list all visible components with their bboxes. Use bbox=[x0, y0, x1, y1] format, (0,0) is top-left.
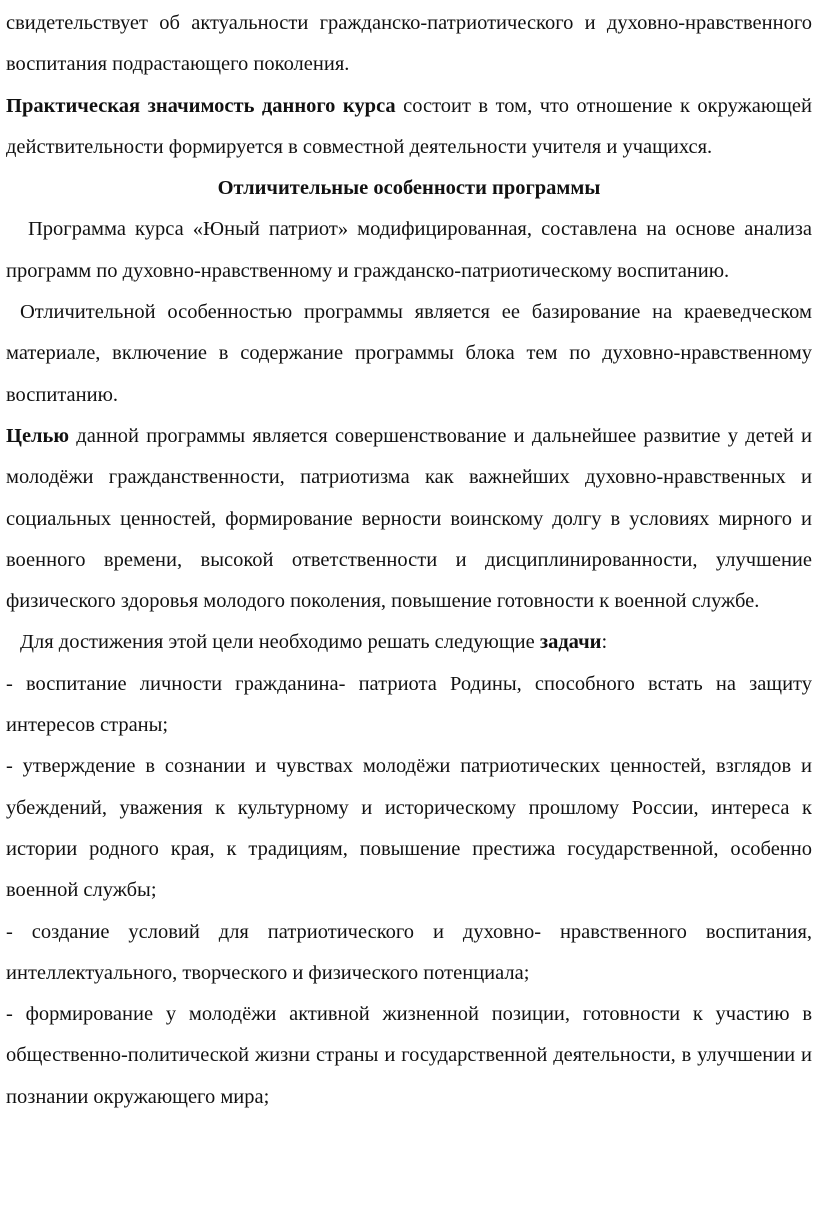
paragraph-program-basis: Программа курса «Юный патриот» модифицированная, составлена на основе анализа программ по духовно-нравственному и гражданско-патриотическому воспитанию. bbox=[6, 218, 812, 282]
tasks-colon: : bbox=[601, 631, 608, 654]
document-page bbox=[6, 3, 812, 1118]
practical-significance-label: Практическая значимость данного курса bbox=[6, 94, 396, 117]
tasks-label: задачи bbox=[539, 631, 602, 654]
practical-significance-text: состоит в том, что отношение к окружающей действительности формируется в совместной деятельности учителя и учащихся. bbox=[6, 94, 812, 158]
task-item: - воспитание личности гражданина- патриота Родины, способного встать на защиту интересов страны; bbox=[6, 672, 812, 737]
paragraph-tasks-intro bbox=[6, 622, 812, 663]
goal-label: Целью bbox=[6, 424, 70, 447]
task-item: - создание условий для патриотического и духовно- нравственного воспитания, интеллектуального, творческого и физического потенциала; bbox=[6, 920, 812, 984]
section-heading: Отличительные особенности программы bbox=[217, 177, 601, 200]
tasks-intro-text: Для достижения этой цели необходимо решать следующие bbox=[20, 631, 540, 654]
paragraph-distinctive-feature: Отличительной особенностью программы является ее базирование на краеведческом материале, включение в содержание программы блока тем по духовно-нравственному воспитанию. bbox=[6, 301, 812, 406]
goal-text: данной программы является совершенствование и дальнейшее развитие у детей и молодёжи гражданственности, патриотизма как важнейших духовно-нравственных и социальных ценностей, формирование верности воинскому долгу в условиях мирного и военного времени, высокой ответственности и дисциплинированности, улучшение физического здоровья молодого поколения, повышение готовности к военной службе. bbox=[6, 424, 812, 613]
paragraph-intro: свидетельствует об актуальности гражданско-патриотического и духовно-нравственного воспитания подрастающего поколения. bbox=[6, 12, 812, 76]
task-item: - формирование у молодёжи активной жизненной позиции, готовности к участию в общественно-политической жизни страны и государственной деятельности, в улучшении и познании окружающего мира; bbox=[6, 1003, 812, 1108]
paragraph-goal bbox=[6, 416, 812, 622]
task-item: - утверждение в сознании и чувствах молодёжи патриотических ценностей, взглядов и убеждений, уважения к культурному и историческому прошлому России, интереса к истории родного края, к традициям, повышение престижа государственной, особенно военной службы; bbox=[6, 755, 812, 902]
paragraph-practical-significance bbox=[6, 86, 812, 169]
